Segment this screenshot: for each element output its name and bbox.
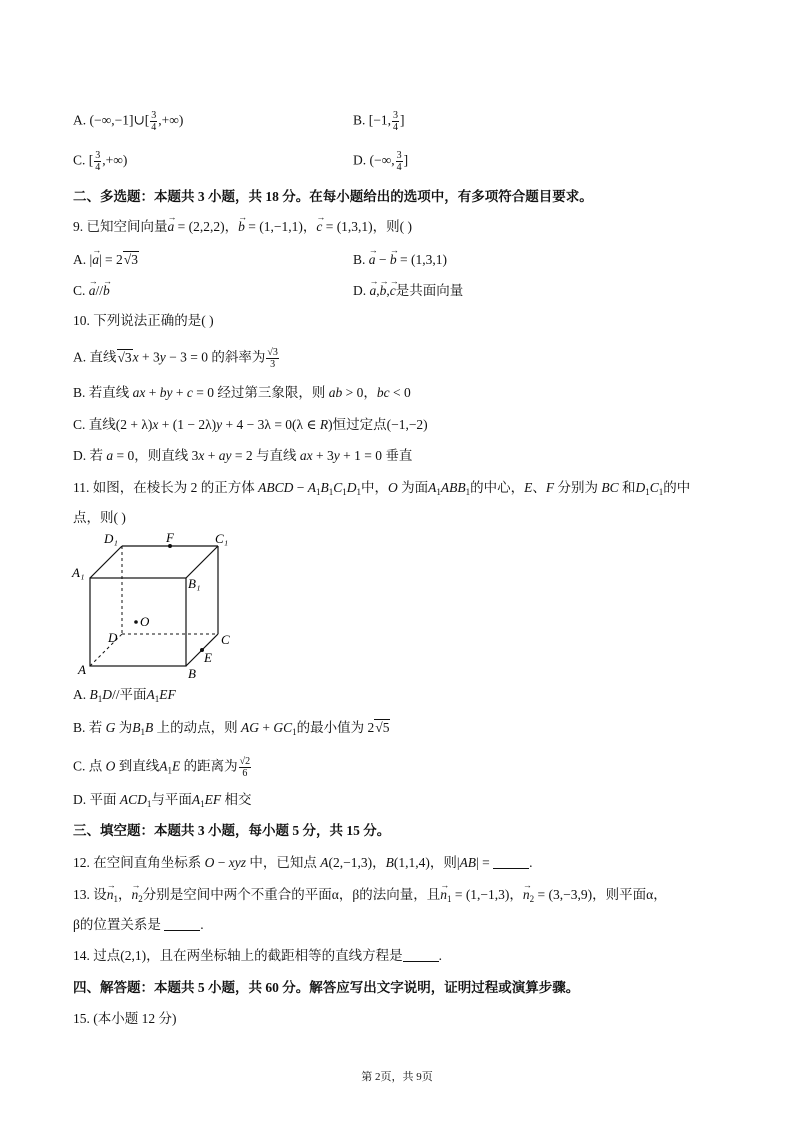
- label-f: F: [166, 530, 174, 545]
- q12: 12. 在空间直角坐标系 O − xyz 中，已知点 A(2,−1,3)，B(1,1,4)，则|AB| = .: [73, 855, 533, 870]
- q11-option-d: D. 平面 $ACD_1$与平面$A_1EF$ 相交: [73, 792, 252, 809]
- q11-option-a: A. $B_1D//$平面$A_1EF$: [73, 687, 176, 704]
- q11-stem-line2: 点，则( ): [73, 510, 126, 525]
- cube-front-face: [90, 578, 186, 666]
- point-o: [134, 620, 138, 624]
- label-o: O: [140, 614, 150, 629]
- label-d1: D₁: [104, 531, 118, 546]
- q8-option-c: C. [ $\frac{3}{4}$ ,+∞): [73, 150, 128, 173]
- q13-line2: β的位置关系是 .: [73, 917, 204, 932]
- q9-option-a: A. |→ a| = 2√3: [73, 251, 139, 269]
- section2-heading: 二、多选题：本题共 3 小题，共 18 分。在每小题给出的选项中，有多项符合题目要求。: [73, 189, 593, 204]
- q10-option-c: C. 直线(2 + λ)x + (1 − 2λ)y + 4 − 3λ = 0(λ ∈ R)恒过定点(−1,−2): [73, 417, 428, 432]
- q10-option-a: A. 直线√3x + 3y − 3 = 0 的斜率为 $\frac{√3}{3}$: [73, 347, 278, 370]
- q13-line1: 13. 设→ $n_1$，→ $n_2$分别是空间中两个不重合的平面α，β的法向量，且→ $n_1 = (1,-1,3)$，→ $n_2 = (3,-3,9)$，则平面α，: [73, 886, 667, 908]
- q14: 14. 过点(2,1)，且在两坐标轴上的截距相等的直线方程是 .: [73, 948, 442, 963]
- q10-option-b: B. 若直线 ax + by + c = 0 经过第三象限，则 ab > 0，bc < 0: [73, 385, 411, 400]
- section3-heading: 三、填空题：本题共 3 小题，每小题 5 分，共 15 分。: [73, 823, 391, 838]
- q9-option-b: B. → a − → b = (1,3,1): [353, 251, 447, 269]
- q9-option-d: D. → a,→ b,→ c是共面向量: [353, 282, 463, 300]
- label-b: B: [188, 666, 196, 680]
- label-d: D: [108, 630, 118, 645]
- label-c1: C₁: [215, 531, 229, 546]
- section4-heading: 四、解答题：本题共 5 小题，共 60 分。解答应写出文字说明，证明过程或演算步骤。: [73, 980, 580, 995]
- q10-option-d: D. 若 a = 0，则直线 3x + ay = 2 与直线 ax + 3y + 1 = 0 垂直: [73, 448, 413, 463]
- q9-option-c: C. → a//→ b: [73, 282, 110, 300]
- q8-option-b: B. [−1, $\frac{3}{4}$ ]: [353, 110, 405, 133]
- label-c: C: [221, 632, 230, 647]
- label-a1: A₁: [72, 565, 85, 580]
- q8-option-a: A. (−∞,−1]∪[ $\frac{3}{4}$ ,+∞): [73, 110, 184, 133]
- label-b1: B₁: [188, 576, 201, 591]
- label-a: A: [78, 662, 86, 677]
- q11-option-c: C. 点 O 到直线$A_1E$ 的距离为 $\frac{√2}{6}$: [73, 756, 251, 779]
- page-footer: 第 2页，共 9页: [361, 1071, 433, 1083]
- q11-option-b: B. 若 G 为$B_1B$ 上的动点，则 AG + $GC_1$的最小值为 2√5: [73, 720, 390, 737]
- cube-figure: [70, 530, 240, 680]
- label-e: E: [204, 650, 212, 665]
- q11-stem-line1: 11. 如图，在棱长为 2 的正方体 ABCD − $A_1B_1C_1D_1$中，O 为面$A_1ABB_1$的中心，E、F 分别为 BC 和$D_1C_1$的中: [73, 480, 691, 497]
- q9-stem: 9. 已知空间向量→ a = (2,2,2)，→ b = (1,−1,1)，→ c = (1,3,1)，则( ): [73, 218, 412, 236]
- q8-option-d: D. (−∞, $\frac{3}{4}$ ]: [353, 150, 409, 173]
- q10-stem: 10. 下列说法正确的是( ): [73, 313, 214, 328]
- q15-heading: 15. (本小题 12 分): [73, 1011, 177, 1026]
